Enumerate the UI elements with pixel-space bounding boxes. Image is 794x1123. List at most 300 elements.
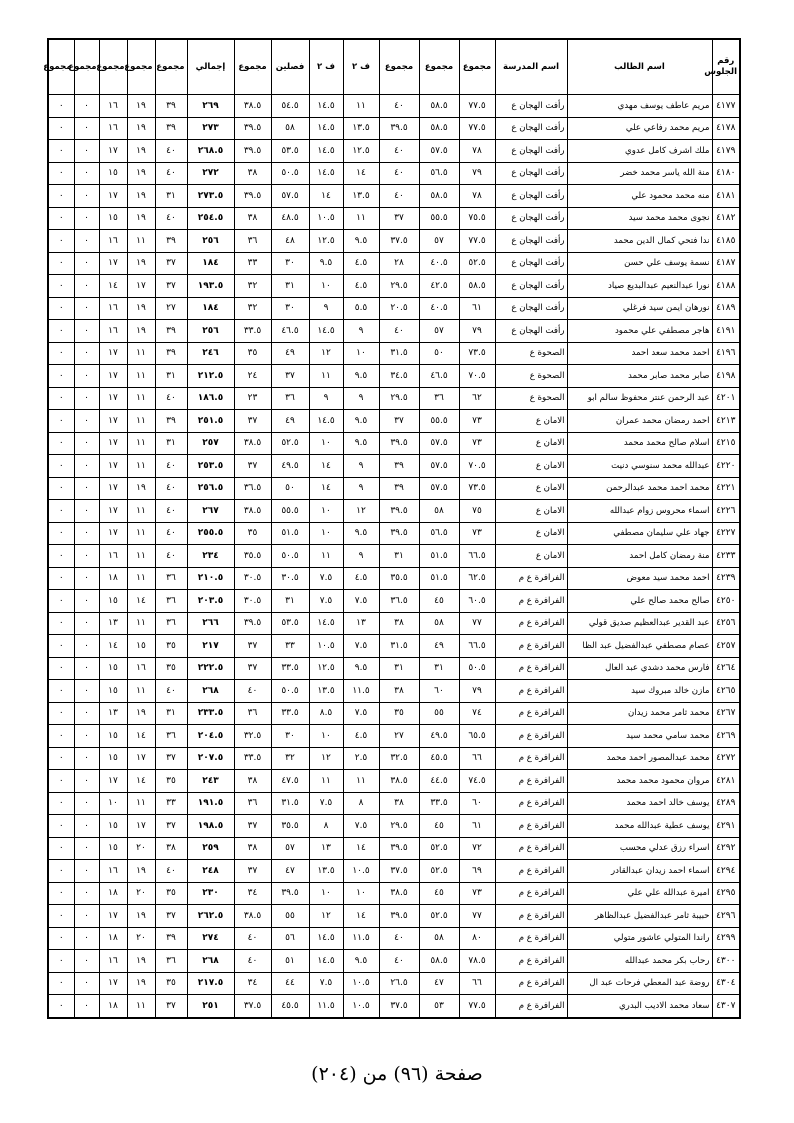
score-cell: ٩ [343, 455, 379, 478]
score-cell: ٣٠ [271, 297, 309, 320]
school-name-cell: الفرافرة ع م [495, 680, 567, 703]
score-cell: ٤٠ [379, 950, 419, 973]
score-cell: ٣٧ [234, 410, 271, 433]
school-name-cell: الفرافرة ع م [495, 657, 567, 680]
score-cell: ١١ [127, 500, 155, 523]
score-cell: ٥٢.٥ [419, 860, 459, 883]
score-cell: ١٤.٥ [309, 95, 343, 118]
score-cell: ٠ [48, 320, 74, 343]
score-cell: ٠ [48, 95, 74, 118]
score-cell: ٠ [74, 905, 99, 928]
score-cell: ٠ [48, 792, 74, 815]
score-cell: ٣٣.٥ [419, 792, 459, 815]
score-cell: ٤٠ [234, 680, 271, 703]
score-cell: ٠ [48, 477, 74, 500]
score-cell: ٤٧ [271, 860, 309, 883]
score-cell: ٤٠ [155, 500, 187, 523]
table-row [48, 162, 740, 185]
header-cell: مجموع [234, 39, 271, 95]
score-cell: ٠ [48, 882, 74, 905]
score-cell: ٤٠.٥ [419, 297, 459, 320]
score-cell: ٣١ [155, 185, 187, 208]
score-cell: ٦٦.٥ [459, 545, 495, 568]
grand-total-cell: ٢٣٤ [187, 545, 234, 568]
table-row [48, 275, 740, 298]
score-cell: ٠ [48, 455, 74, 478]
score-cell: ٣٦.٥ [379, 590, 419, 613]
student-name-cell: محمد ثامر محمد زيدان [567, 702, 712, 725]
score-cell: ٣١ [419, 657, 459, 680]
score-cell: ١٠ [99, 792, 127, 815]
score-cell: ١١ [127, 792, 155, 815]
score-cell: ١٥ [99, 815, 127, 838]
grand-total-cell: ٢١٧ [187, 635, 234, 658]
score-cell: ٤٢.٥ [419, 275, 459, 298]
score-cell: ٤٦.٥ [271, 320, 309, 343]
grand-total-cell: ٢٥٥.٥ [187, 522, 234, 545]
score-cell: ١١ [343, 95, 379, 118]
score-cell: ٤٠ [155, 545, 187, 568]
student-name-cell: عبدالله محمد سنوسي دنيت [567, 455, 712, 478]
score-cell: ١٤.٥ [309, 162, 343, 185]
score-cell: ١٠ [343, 882, 379, 905]
score-cell: ٠ [48, 410, 74, 433]
table-row [48, 747, 740, 770]
score-cell: ٤٥.٥ [271, 995, 309, 1018]
school-name-cell: الفرافرة ع م [495, 567, 567, 590]
score-cell: ٣٧ [234, 815, 271, 838]
score-cell: ١٤.٥ [309, 410, 343, 433]
score-cell: ٣٧ [155, 252, 187, 275]
table-row [48, 837, 740, 860]
score-cell: ٣٦.٥ [234, 477, 271, 500]
score-cell: ٧٧ [459, 612, 495, 635]
score-cell: ٠ [48, 432, 74, 455]
school-name-cell: الفرافرة ع م [495, 747, 567, 770]
score-cell: ١٩ [127, 252, 155, 275]
score-cell: ٦٢ [459, 387, 495, 410]
score-cell: ٠ [74, 140, 99, 163]
score-cell: ١٤ [343, 162, 379, 185]
school-name-cell: الفرافرة ع م [495, 972, 567, 995]
header-cell: ف ٢ [309, 39, 343, 95]
score-cell: ١٩ [127, 117, 155, 140]
score-cell: ١٠.٥ [343, 972, 379, 995]
score-cell: ٥.٥ [343, 297, 379, 320]
score-cell: ٠ [48, 635, 74, 658]
score-cell: ٩.٥ [343, 522, 379, 545]
score-cell: ١٧ [127, 815, 155, 838]
score-cell: ٠ [48, 387, 74, 410]
grand-total-cell: ٢٧٤ [187, 927, 234, 950]
score-cell: ١٣.٥ [343, 185, 379, 208]
score-cell: ٠ [48, 657, 74, 680]
grand-total-cell: ٢٣٣.٥ [187, 702, 234, 725]
grand-total-cell: ٢٦٨.٥ [187, 140, 234, 163]
score-cell: ١٣.٥ [309, 680, 343, 703]
score-cell: ٣٩ [155, 927, 187, 950]
score-cell: ٣٤ [234, 882, 271, 905]
score-cell: ٠ [48, 702, 74, 725]
table-row [48, 185, 740, 208]
score-cell: ١١ [309, 365, 343, 388]
score-cell: ١٠ [309, 500, 343, 523]
score-cell: ٩.٥ [343, 230, 379, 253]
score-cell: ٨.٥ [309, 702, 343, 725]
score-cell: ٠ [48, 612, 74, 635]
score-cell: ٧٥ [459, 500, 495, 523]
grand-total-cell: ١٩٨.٥ [187, 815, 234, 838]
score-cell: ٥٧.٥ [419, 455, 459, 478]
score-cell: ١٧ [127, 275, 155, 298]
student-name-cell: روضة عبد المعطي فرحات عبد ال [567, 972, 712, 995]
score-cell: ٣١ [271, 275, 309, 298]
seat-number-cell: ٤٢٨١ [712, 770, 740, 793]
table-row [48, 657, 740, 680]
score-cell: ١٧ [99, 770, 127, 793]
student-name-cell: عبد القدير عبدالعظيم صديق قولي [567, 612, 712, 635]
score-cell: ٦٦.٥ [459, 635, 495, 658]
score-cell: ١٢.٥ [309, 230, 343, 253]
score-cell: ٤٩.٥ [271, 455, 309, 478]
score-cell: ٠ [48, 680, 74, 703]
score-cell: ٤٠ [379, 927, 419, 950]
seat-number-cell: ٤٢٥٧ [712, 635, 740, 658]
score-cell: ٧٧ [459, 905, 495, 928]
score-cell: ٣٣.٥ [271, 657, 309, 680]
score-cell: ٣٩.٥ [234, 612, 271, 635]
score-cell: ٣٦ [155, 612, 187, 635]
score-cell: ٥١.٥ [419, 545, 459, 568]
score-cell: ٠ [74, 117, 99, 140]
score-cell: ٤٠ [155, 477, 187, 500]
header-cell: فصلين [271, 39, 309, 95]
school-name-cell: الامان ع [495, 455, 567, 478]
grand-total-cell: ٢٥١ [187, 995, 234, 1018]
score-cell: ٣٠ [271, 252, 309, 275]
table-row [48, 230, 740, 253]
score-cell: ٣٧ [271, 365, 309, 388]
score-cell: ٠ [48, 207, 74, 230]
score-cell: ١٩ [127, 297, 155, 320]
score-cell: ٤٥ [419, 815, 459, 838]
school-name-cell: رأفت الهجان ع [495, 230, 567, 253]
school-name-cell: الصحوة ع [495, 365, 567, 388]
header-cell: اسم الطالب [567, 39, 712, 95]
score-cell: ٥٥.٥ [419, 207, 459, 230]
score-cell: ٧٣ [459, 432, 495, 455]
grand-total-cell: ٢٠٣.٥ [187, 590, 234, 613]
score-cell: ٠ [48, 972, 74, 995]
score-cell: ٣٧ [234, 455, 271, 478]
score-cell: ١٨ [99, 567, 127, 590]
score-cell: ١٤.٥ [309, 612, 343, 635]
score-cell: ٥٠ [271, 477, 309, 500]
score-cell: ٦٦ [459, 747, 495, 770]
score-cell: ٠ [74, 702, 99, 725]
score-cell: ٥٢.٥ [271, 432, 309, 455]
score-cell: ٣٩ [379, 455, 419, 478]
score-cell: ١١ [309, 770, 343, 793]
score-cell: ٣٨ [379, 612, 419, 635]
score-cell: ٤٨.٥ [271, 207, 309, 230]
score-cell: ٧٨.٥ [459, 950, 495, 973]
score-cell: ١٤ [127, 590, 155, 613]
score-cell: ٢٦.٥ [379, 972, 419, 995]
grand-total-cell: ٢٧٣.٥ [187, 185, 234, 208]
seat-number-cell: ٤٢٦٩ [712, 725, 740, 748]
grades-table [43, 38, 741, 1019]
seat-number-cell: ٤٢٠١ [712, 387, 740, 410]
score-cell: ٠ [74, 725, 99, 748]
score-cell: ٣٧ [155, 815, 187, 838]
score-cell: ٥٤.٥ [271, 95, 309, 118]
score-cell: ١٥ [99, 207, 127, 230]
score-cell: ١٨ [99, 927, 127, 950]
score-cell: ٥٣ [419, 995, 459, 1018]
student-name-cell: منة رمضان كامل احمد [567, 545, 712, 568]
score-cell: ٤.٥ [343, 252, 379, 275]
seat-number-cell: ٤٢٥٦ [712, 612, 740, 635]
score-cell: ٤٠ [155, 207, 187, 230]
grand-total-cell: ٢٥٣.٥ [187, 455, 234, 478]
score-cell: ٥٧ [271, 837, 309, 860]
score-cell: ٥٨ [419, 612, 459, 635]
table-row [48, 792, 740, 815]
table-row [48, 410, 740, 433]
score-cell: ٣٧.٥ [234, 995, 271, 1018]
student-name-cell: مريم محمد رفاعي علي [567, 117, 712, 140]
student-name-cell: احمد محمد سعد احمد [567, 342, 712, 365]
grand-total-cell: ١٨٤ [187, 252, 234, 275]
school-name-cell: الفرافرة ع م [495, 635, 567, 658]
school-name-cell: رأفت الهجان ع [495, 297, 567, 320]
score-cell: ٣٣ [155, 792, 187, 815]
score-cell: ٦٠.٥ [459, 590, 495, 613]
score-cell: ٣٧ [379, 410, 419, 433]
student-name-cell: اسماء احمد زيدان عبدالقادر [567, 860, 712, 883]
score-cell: ٧٠.٥ [459, 455, 495, 478]
school-name-cell: الفرافرة ع م [495, 950, 567, 973]
score-cell: ٣٧ [155, 995, 187, 1018]
score-cell: ١٩ [127, 185, 155, 208]
score-cell: ٤.٥ [343, 275, 379, 298]
seat-number-cell: ٤٣٠٠ [712, 950, 740, 973]
score-cell: ٢٩.٥ [379, 275, 419, 298]
grand-total-cell: ٢٦٦ [187, 612, 234, 635]
score-cell: ١٩ [127, 860, 155, 883]
seat-number-cell: ٤٢٧٢ [712, 747, 740, 770]
score-cell: ٣٨ [234, 207, 271, 230]
score-cell: ١١ [127, 342, 155, 365]
score-cell: ١١ [127, 545, 155, 568]
student-name-cell: مريم عاطف يوسف مهدي [567, 95, 712, 118]
score-cell: ٣٢ [234, 297, 271, 320]
score-cell: ٤٠ [379, 185, 419, 208]
score-cell: ١٦ [99, 297, 127, 320]
score-cell: ٥٨.٥ [419, 950, 459, 973]
score-cell: ١٦ [99, 950, 127, 973]
score-cell: ٣٧ [155, 747, 187, 770]
score-cell: ١٧ [99, 500, 127, 523]
score-cell: ١٤ [309, 185, 343, 208]
score-cell: ٠ [48, 342, 74, 365]
score-cell: ١٠ [309, 275, 343, 298]
score-cell: ٠ [48, 522, 74, 545]
page-number: صفحة (٩٦) من (٢٠٤) [311, 1063, 483, 1085]
header-cell: رقم الجلوس [712, 39, 740, 95]
student-name-cell: يوسف خالد احمد محمد [567, 792, 712, 815]
score-cell: ٣٩.٥ [271, 882, 309, 905]
score-cell: ٠ [48, 927, 74, 950]
score-cell: ٣٥ [155, 770, 187, 793]
school-name-cell: الفرافرة ع م [495, 612, 567, 635]
score-cell: ٠ [48, 837, 74, 860]
score-cell: ١٠ [309, 882, 343, 905]
score-cell: ١٩ [127, 207, 155, 230]
score-cell: ٥٦ [271, 927, 309, 950]
school-name-cell: رأفت الهجان ع [495, 140, 567, 163]
score-cell: ٣٥ [155, 882, 187, 905]
score-cell: ٣١ [379, 657, 419, 680]
score-cell: ٨٠ [459, 927, 495, 950]
score-cell: ٣٨.٥ [234, 95, 271, 118]
score-cell: ٩ [343, 320, 379, 343]
score-cell: ٣٥ [155, 972, 187, 995]
score-cell: ٠ [74, 432, 99, 455]
score-cell: ٠ [74, 567, 99, 590]
score-cell: ٣١ [155, 365, 187, 388]
header-cell: مجموع [99, 39, 127, 95]
score-cell: ١٧ [99, 185, 127, 208]
score-cell: ٠ [74, 770, 99, 793]
student-name-cell: راندا المتولي عاشور متولي [567, 927, 712, 950]
grand-total-cell: ١٨٦.٥ [187, 387, 234, 410]
score-cell: ١٢.٥ [343, 140, 379, 163]
score-cell: ٤٠ [234, 927, 271, 950]
score-cell: ٣٦ [155, 590, 187, 613]
score-cell: ١٧ [99, 252, 127, 275]
score-cell: ٤.٥ [343, 567, 379, 590]
score-cell: ١٦ [99, 860, 127, 883]
score-cell: ١٧ [99, 342, 127, 365]
table-row [48, 725, 740, 748]
score-cell: ٥٨.٥ [459, 275, 495, 298]
score-cell: ٥٨ [271, 117, 309, 140]
score-cell: ٤٩.٥ [419, 725, 459, 748]
score-cell: ٩ [343, 477, 379, 500]
table-row [48, 117, 740, 140]
grand-total-cell: ٢٦٢.٥ [187, 905, 234, 928]
score-cell: ١٧ [99, 410, 127, 433]
score-cell: ٩.٥ [343, 410, 379, 433]
grand-total-cell: ٢٢٢.٥ [187, 657, 234, 680]
score-cell: ٥٢.٥ [459, 252, 495, 275]
header-cell: اسم المدرسة [495, 39, 567, 95]
score-cell: ٣١.٥ [271, 792, 309, 815]
seat-number-cell: ٤٣٠٤ [712, 972, 740, 995]
seat-number-cell: ٤٢٢٠ [712, 455, 740, 478]
seat-number-cell: ٤٢٦٧ [712, 702, 740, 725]
score-cell: ٣٩.٥ [234, 140, 271, 163]
table-row [48, 882, 740, 905]
score-cell: ١١ [343, 207, 379, 230]
score-cell: ٧٣ [459, 522, 495, 545]
score-cell: ٣٦ [155, 567, 187, 590]
student-name-cell: هاجر مصطفي علي محمود [567, 320, 712, 343]
score-cell: ٧٢ [459, 837, 495, 860]
score-cell: ٥٠ [419, 342, 459, 365]
score-cell: ١١.٥ [343, 927, 379, 950]
student-name-cell: منه محمد محمود علي [567, 185, 712, 208]
score-cell: ٧.٥ [309, 972, 343, 995]
score-cell: ٣٦ [234, 702, 271, 725]
score-cell: ١٠.٥ [309, 207, 343, 230]
score-cell: ٠ [74, 680, 99, 703]
score-cell: ٧.٥ [309, 792, 343, 815]
school-name-cell: الفرافرة ع م [495, 837, 567, 860]
score-cell: ٥٢.٥ [419, 905, 459, 928]
score-cell: ٩.٥ [343, 365, 379, 388]
score-cell: ١٠.٥ [309, 635, 343, 658]
score-cell: ٠ [74, 837, 99, 860]
table-row [48, 342, 740, 365]
score-cell: ٤٦.٥ [419, 365, 459, 388]
score-cell: ٧.٥ [343, 815, 379, 838]
score-cell: ١٢ [309, 342, 343, 365]
student-name-cell: صالح محمد صالح علي [567, 590, 712, 613]
score-cell: ٣٧ [155, 905, 187, 928]
score-cell: ٣٩.٥ [379, 905, 419, 928]
score-cell: ٤٠ [234, 950, 271, 973]
score-cell: ١١ [309, 545, 343, 568]
seat-number-cell: ٤١٩١ [712, 320, 740, 343]
score-cell: ١٧ [99, 387, 127, 410]
score-cell: ٠ [48, 140, 74, 163]
score-cell: ٩.٥ [343, 432, 379, 455]
grand-total-cell: ٢١٧.٥ [187, 972, 234, 995]
grand-total-cell: ٢٥٦.٥ [187, 477, 234, 500]
score-cell: ١٣ [99, 612, 127, 635]
student-name-cell: نجوى محمد محمد سيد [567, 207, 712, 230]
score-cell: ١٩ [127, 95, 155, 118]
score-cell: ١٣ [99, 702, 127, 725]
score-cell: ٣٩.٥ [379, 432, 419, 455]
score-cell: ٠ [74, 792, 99, 815]
score-cell: ٥١.٥ [271, 522, 309, 545]
seat-number-cell: ٤١٧٧ [712, 95, 740, 118]
score-cell: ١٤ [127, 725, 155, 748]
score-cell: ٧٧.٥ [459, 95, 495, 118]
school-name-cell: رأفت الهجان ع [495, 252, 567, 275]
score-cell: ٧.٥ [309, 567, 343, 590]
score-cell: ٣٣.٥ [271, 702, 309, 725]
seat-number-cell: ٤٢٩٦ [712, 905, 740, 928]
score-cell: ٣٧ [234, 860, 271, 883]
student-name-cell: اسلام صالح محمد محمد [567, 432, 712, 455]
header-cell: مجموع [379, 39, 419, 95]
score-cell: ١٤.٥ [309, 950, 343, 973]
score-cell: ٣٢ [271, 747, 309, 770]
school-name-cell: الامان ع [495, 432, 567, 455]
score-cell: ٣٨ [379, 792, 419, 815]
score-cell: ٥٨.٥ [419, 117, 459, 140]
student-name-cell: ملك اشرف كامل عدوي [567, 140, 712, 163]
score-cell: ٣٥ [155, 657, 187, 680]
score-cell: ٤٠ [155, 522, 187, 545]
table-row [48, 477, 740, 500]
score-cell: ١٣.٥ [343, 117, 379, 140]
